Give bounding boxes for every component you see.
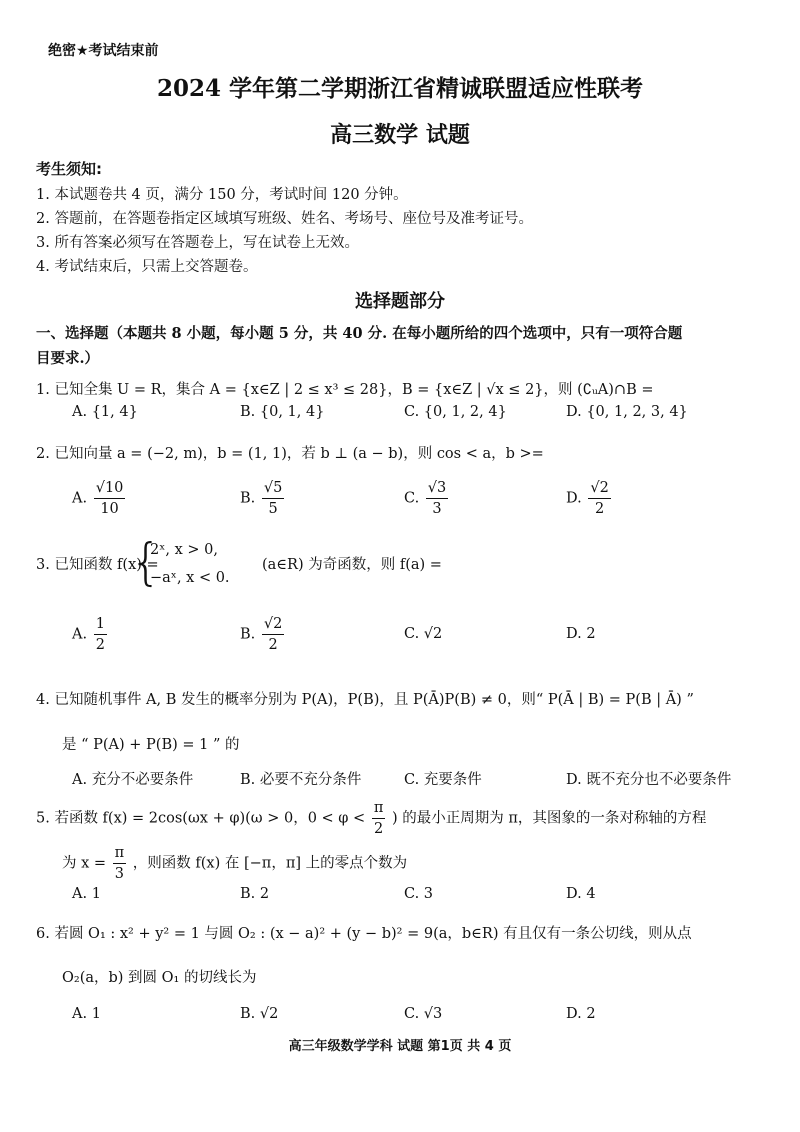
question-6-option-b: B. √2 — [240, 1006, 279, 1022]
denominator: 2 — [594, 501, 605, 517]
section-title: 选择题部分 — [355, 291, 445, 312]
question-4-stem-line-2: 是 “ P(A) + P(B) = 1 ” 的 — [62, 737, 240, 753]
subject-title: 高三数学 试题 — [330, 122, 470, 148]
question-4-stem: 4. 已知随机事件 A, B 发生的概率分别为 P(A)，P(B)，且 P(Ā)P(B) ≠ 0，则“ P(Ā | B) = P(B | Ā) ” — [36, 692, 694, 708]
numerator: π — [372, 798, 386, 819]
question-5-option-d: D. 4 — [566, 886, 596, 902]
question-4-option-a: A. 充分不必要条件 — [72, 772, 194, 788]
numerator: √2 — [588, 478, 610, 499]
question-3-prefix: 3. 已知函数 f(x) = — [36, 557, 159, 573]
question-5-stem-line-2 — [62, 843, 407, 884]
question-1-option-d: D. {0, 1, 2, 3, 4} — [566, 404, 688, 420]
question-1-option-a: A. {1, 4} — [72, 404, 138, 420]
notice-item: 1. 本试题卷共 4 页，满分 150 分，考试时间 120 分钟。 — [36, 187, 408, 203]
question-2-option-c — [404, 478, 450, 519]
question-6-option-d: D. 2 — [566, 1006, 596, 1022]
question-3-option-c: C. √2 — [404, 626, 443, 642]
numerator: √3 — [426, 478, 448, 499]
exam-title: 2024 学年第二学期浙江省精诚联盟适应性联考 — [156, 75, 644, 102]
question-3-option-d: D. 2 — [566, 626, 596, 642]
numerator: 1 — [94, 614, 107, 635]
piecewise-case-2: −aˣ, x < 0. — [150, 570, 230, 586]
question-5-option-b: B. 2 — [240, 886, 270, 902]
confidential-label: 绝密★考试结束前 — [48, 43, 159, 59]
fraction — [588, 478, 610, 519]
option-label: A. — [72, 490, 88, 507]
denominator: 2 — [268, 637, 278, 653]
question-3-suffix: (a∈R) 为奇函数，则 f(a) = — [262, 557, 442, 573]
question-2-option-b — [240, 478, 286, 519]
notice-item: 2. 答题前，在答题卷指定区域填写班级、姓名、考场号、座位号及准考证号。 — [36, 211, 533, 227]
question-6-option-a: A. 1 — [72, 1006, 101, 1022]
question-1-option-c: C. {0, 1, 2, 4} — [404, 404, 507, 420]
question-6-stem-line-2: O₂(a，b) 到圆 O₁ 的切线长为 — [62, 970, 257, 986]
option-label: A. — [72, 626, 88, 643]
question-4-option-d: D. 既不充分也不必要条件 — [566, 772, 732, 788]
question-3-option-b — [240, 614, 286, 655]
question-5-option-a: A. 1 — [72, 886, 101, 902]
question-5-stem — [36, 798, 706, 839]
notice-item: 3. 所有答案必须写在答题卷上，写在试卷上无效。 — [36, 235, 359, 251]
fraction — [94, 478, 126, 519]
piecewise-case-1: 2ˣ, x > 0, — [150, 542, 218, 558]
denominator: 3 — [114, 866, 125, 882]
numerator: √2 — [262, 614, 284, 635]
stem-text: 为 x = — [62, 855, 107, 872]
numerator: π — [113, 843, 127, 864]
part-description: 一、选择题（本题共 8 小题，每小题 5 分，共 40 分. 在每小题所给的四个选项中，只有一项符合题 — [36, 325, 683, 342]
stem-text: ) 的最小正周期为 π，其图象的一条对称轴的方程 — [391, 810, 707, 827]
stem-text: 5. 若函数 f(x) = 2cos(ωx + φ)(ω > 0，0 < φ < — [36, 810, 366, 827]
option-label: D. — [566, 490, 582, 507]
question-4-option-b: B. 必要不充分条件 — [240, 772, 362, 788]
denominator: 5 — [268, 501, 278, 517]
fraction — [426, 478, 448, 519]
option-label: B. — [240, 626, 256, 643]
question-1-stem: 1. 已知全集 U = R，集合 A = {x∈Z | 2 ≤ x³ ≤ 28}，B = {x∈Z | √x ≤ 2}，则 (∁ᵤA)∩B = — [36, 382, 654, 398]
question-4-option-c: C. 充要条件 — [404, 772, 482, 788]
denominator: 10 — [100, 501, 119, 517]
question-3-option-a — [72, 614, 109, 655]
question-5-option-c: C. 3 — [404, 886, 434, 902]
fraction — [94, 614, 107, 655]
fraction — [262, 614, 284, 655]
denominator: 3 — [432, 501, 442, 517]
denominator: 2 — [373, 821, 384, 837]
fraction — [113, 843, 127, 884]
notice-item: 4. 考试结束后，只需上交答题卷。 — [36, 259, 258, 275]
question-6-stem: 6. 若圆 O₁ : x² + y² = 1 与圆 O₂ : (x − a)² + (y − b)² = 9(a，b∈R) 有且仅有一条公切线，则从点 — [36, 926, 692, 942]
part-description: 目要求.） — [36, 350, 100, 367]
numerator: √5 — [262, 478, 284, 499]
question-6-option-c: C. √3 — [404, 1006, 443, 1022]
question-2-option-a — [72, 478, 127, 519]
option-label: C. — [404, 490, 420, 507]
fraction — [372, 798, 386, 839]
question-2-stem: 2. 已知向量 a = (−2, m)，b = (1, 1)，若 b ⊥ (a − b)，则 cos < a，b >= — [36, 446, 544, 462]
stem-text: ，则函数 f(x) 在 [−π，π] 上的零点个数为 — [132, 855, 408, 872]
numerator: √10 — [94, 478, 126, 499]
notice-heading: 考生须知: — [36, 160, 102, 178]
question-2-option-d — [566, 478, 613, 519]
option-label: B. — [240, 490, 256, 507]
page-footer: 高三年级数学学科 试题 第1页 共 4 页 — [288, 1039, 512, 1054]
fraction — [262, 478, 284, 519]
denominator: 2 — [95, 637, 105, 653]
question-1-option-b: B. {0, 1, 4} — [240, 404, 325, 420]
brace-symbol: { — [130, 533, 162, 591]
